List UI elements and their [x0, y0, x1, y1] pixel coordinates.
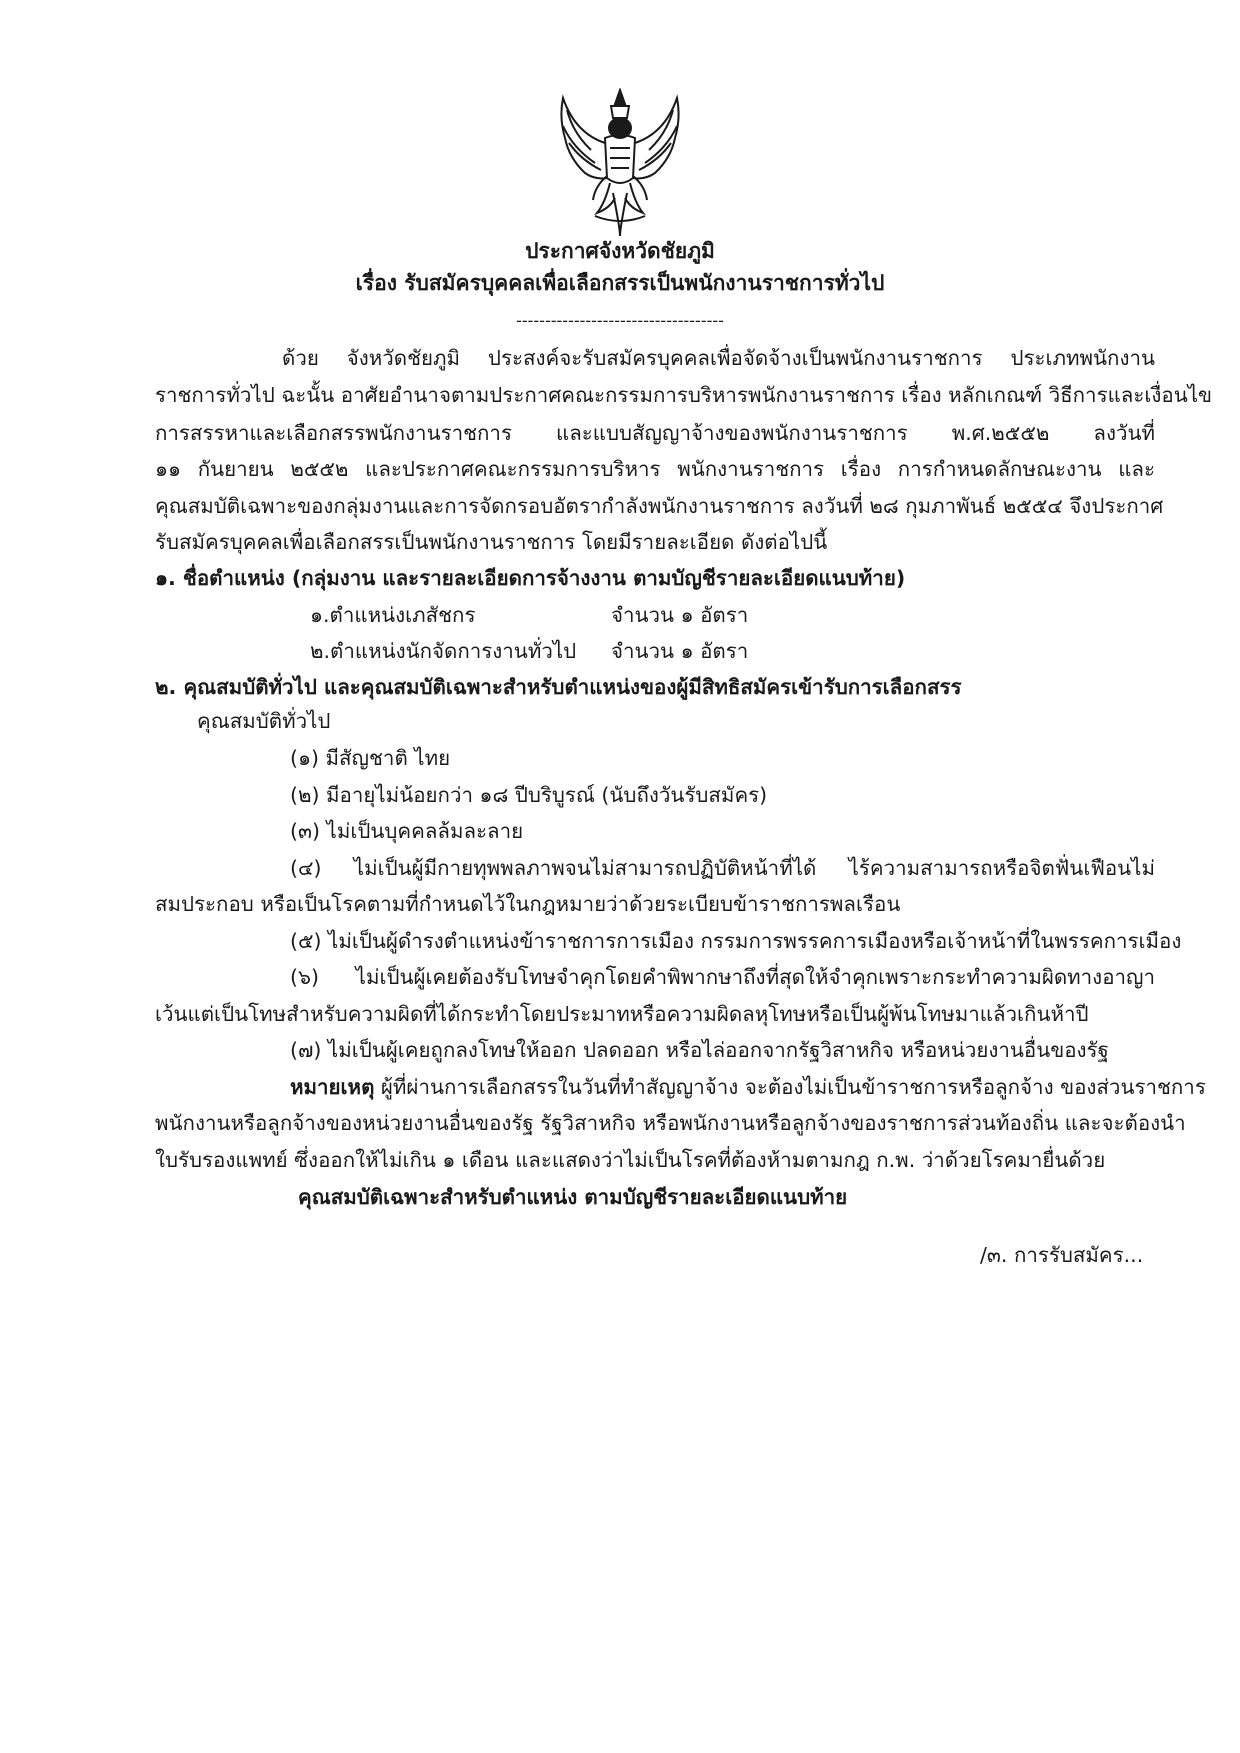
section-2-heading: ๒. คุณสมบัติทั่วไป และคุณสมบัติเฉพาะสำหรับตำแหน่งของผู้มีสิทธิสมัครเข้ารับการเลือกสรร	[155, 675, 962, 699]
section-1-heading: ๑. ชื่อตำแหน่ง (กลุ่มงาน และรายละเอียดการจ้างงาน ตามบัญชีรายละเอียดแนบท้าย)	[155, 566, 906, 590]
intro-line: การสรรหาและเลือกสรรพนักงานราชการ และแบบสัญญาจ้างของพนักงานราชการ พ.ศ.๒๕๕๒ ลงวันที่	[155, 421, 1155, 445]
qualification-item: (๔) ไม่เป็นผู้มีกายทุพพลภาพจนไม่สามารถปฏิบัติหน้าที่ได้ ไร้ความสามารถหรือจิตฟั่นเฟือนไม่	[290, 856, 1155, 880]
qualification-item: (๗) ไม่เป็นผู้เคยถูกลงโทษให้ออก ปลดออก หรือไล่ออกจากรัฐวิสาหกิจ หรือหน่วยงานอื่นของรัฐ	[290, 1038, 1109, 1062]
intro-line: รับสมัครบุคคลเพื่อเลือกสรรเป็นพนักงานราชการ โดยมีรายละเอียด ดังต่อไปนี้	[155, 530, 828, 554]
qualification-item: (๕) ไม่เป็นผู้ดำรงตำแหน่งข้าราชการการเมือง กรรมการพรรคการเมืองหรือเจ้าหน้าที่ในพรรคการเมือง	[290, 929, 1182, 953]
note-text: ผู้ที่ผ่านการเลือกสรรในวันที่ทำสัญญาจ้าง จะต้องไม่เป็นข้าราชการหรือลูกจ้าง ของส่วนราชการ	[374, 1075, 1206, 1099]
garuda-emblem-icon	[555, 88, 685, 238]
qualification-item-continued: เว้นแต่เป็นโทษสำหรับความผิดที่ได้กระทำโดยประมาทหรือความผิดลหุโทษหรือเป็นผู้พ้นโทษมาแล้วเกินห้าปี	[155, 1002, 1089, 1026]
note-line	[290, 1072, 1206, 1102]
qualification-item-continued: สมประกอบ หรือเป็นโรคตามที่กำหนดไว้ในกฎหมายว่าด้วยระเบียบข้าราชการพลเรือน	[155, 892, 901, 916]
note-line: พนักงานหรือลูกจ้างของหน่วยงานอื่นของรัฐ รัฐวิสาหกิจ หรือพนักงานหรือลูกจ้างของราชการส่วนท้องถิ่น และจะต้องนำ	[155, 1111, 1186, 1135]
title-separator: ------------------------------------	[516, 311, 724, 330]
intro-line: ๑๑ กันยายน ๒๕๕๒ และประกาศคณะกรรมการบริหาร พนักงานราชการ เรื่อง การกำหนดลักษณะงาน และ	[155, 457, 1155, 481]
intro-line: คุณสมบัติเฉพาะของกลุ่มงานและการจัดกรอบอัตรากำลังพนักงานราชการ ลงวันที่ ๒๘ กุมภาพันธ์ ๒๕๕๔ จึงประกาศ	[155, 494, 1164, 518]
continued-footer: /๓. การรับสมัคร...	[980, 1243, 1144, 1267]
position-name: ๒.ตำแหน่งนักจัดการงานทั่วไป	[310, 639, 577, 663]
intro-line: ราชการทั่วไป ฉะนั้น อาศัยอำนาจตามประกาศคณะกรรมการบริหารพนักงานราชการ เรื่อง หลักเกณฑ์ วิธีการและเงื่อนไข	[155, 383, 1213, 407]
qualification-item: (๖) ไม่เป็นผู้เคยต้องรับโทษจำคุกโดยคำพิพากษาถึงที่สุดให้จำคุกเพราะกระทำความผิดทางอาญา	[290, 965, 1155, 989]
note-label: หมายเหตุ	[290, 1075, 375, 1099]
qualification-item: (๑) มีสัญชาติ ไทย	[290, 746, 451, 770]
announcement-title: ประกาศจังหวัดชัยภูมิ	[525, 239, 715, 263]
specific-qualifications-label: คุณสมบัติเฉพาะสำหรับตำแหน่ง ตามบัญชีรายละเอียดแนบท้าย	[298, 1185, 848, 1209]
position-count: จำนวน ๑ อัตรา	[611, 639, 749, 663]
intro-line: ด้วย จังหวัดชัยภูมิ ประสงค์จะรับสมัครบุคคลเพื่อจัดจ้างเป็นพนักงานราชการ ประเภทพนักงาน	[282, 346, 1155, 370]
qualification-item: (๓) ไม่เป็นบุคคลล้มละลาย	[290, 819, 524, 843]
general-qualifications-label: คุณสมบัติทั่วไป	[197, 709, 331, 733]
note-line: ใบรับรองแพทย์ ซึ่งออกให้ไม่เกิน ๑ เดือน และแสดงว่าไม่เป็นโรคที่ต้องห้ามตามกฎ ก.พ. ว่าด้วยโรคมายื่นด้วย	[155, 1148, 1106, 1172]
position-name: ๑.ตำแหน่งเภสัชกร	[310, 603, 476, 627]
qualification-item: (๒) มีอายุไม่น้อยกว่า ๑๘ ปีบริบูรณ์ (นับถึงวันรับสมัคร)	[290, 783, 768, 807]
position-count: จำนวน ๑ อัตรา	[611, 603, 749, 627]
announcement-subject: เรื่อง รับสมัครบุคคลเพื่อเลือกสรรเป็นพนักงานราชการทั่วไป	[355, 271, 885, 295]
